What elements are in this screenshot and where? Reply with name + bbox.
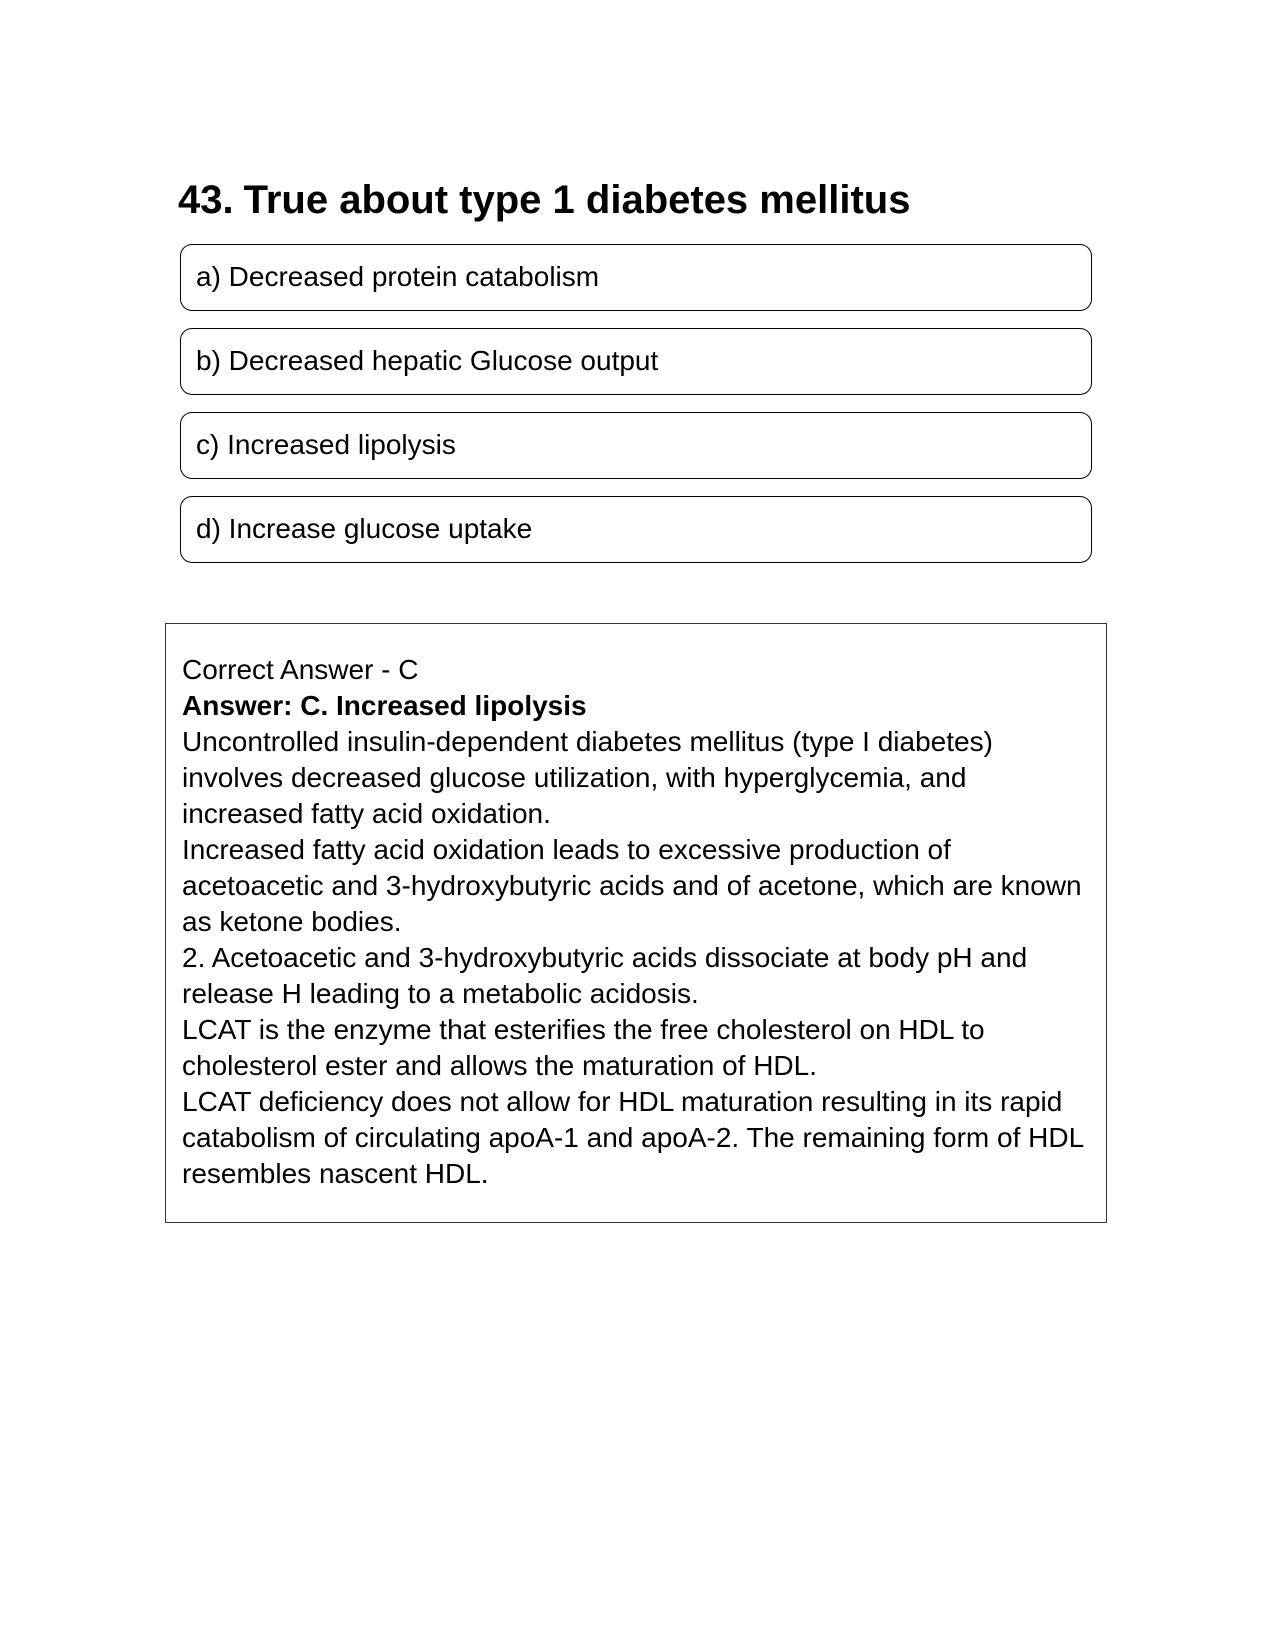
option-d[interactable]: d) Increase glucose uptake	[180, 496, 1092, 563]
explanation-paragraph-3: 2. Acetoacetic and 3-hydroxybutyric acids dissociate at body pH and release H leading to a metabolic acidosis.	[182, 942, 1028, 1009]
options-list	[180, 244, 1092, 580]
question-text: True about type 1 diabetes mellitus	[243, 178, 911, 222]
question-number: 43.	[178, 178, 234, 222]
option-b[interactable]: b) Decreased hepatic Glucose output	[180, 328, 1092, 395]
explanation-paragraph-1: Uncontrolled insulin-dependent diabetes mellitus (type I diabetes) involves decreased glucose utilization, with hyperglycemia, and increased fatty acid oxidation.	[182, 726, 993, 829]
explanation-paragraph-5: LCAT deficiency does not allow for HDL maturation resulting in its rapid catabolism of circulating apoA-1 and apoA-2. The remaining form of HDL resembles nascent HDL.	[182, 1086, 1084, 1189]
option-c[interactable]: c) Increased lipolysis	[180, 412, 1092, 479]
explanation-paragraph-2: Increased fatty acid oxidation leads to excessive production of acetoacetic and 3-hydroxybutyric acids and of acetone, which are known as ketone bodies.	[182, 834, 1082, 937]
answer-explanation-box	[165, 623, 1107, 1223]
correct-answer-line: Correct Answer - C	[182, 654, 419, 685]
option-a[interactable]: a) Decreased protein catabolism	[180, 244, 1092, 311]
answer-heading: Answer: C. Increased lipolysis	[182, 690, 587, 721]
question-title	[178, 176, 1098, 224]
explanation-paragraph-4: LCAT is the enzyme that esterifies the free cholesterol on HDL to cholesterol ester and allows the maturation of HDL.	[182, 1014, 985, 1081]
